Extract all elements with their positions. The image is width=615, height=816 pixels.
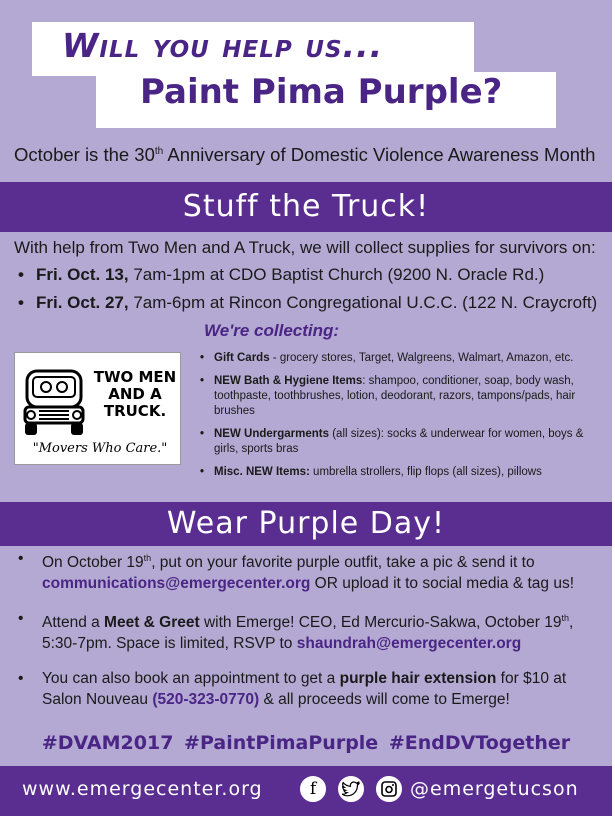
collecting-list	[200, 351, 602, 488]
item-text: , 5:30-7pm. Space is limited, RSVP to	[42, 614, 574, 653]
facebook-icon[interactable]	[298, 774, 328, 804]
list-item	[200, 374, 602, 419]
item-text: OR upload it to social media & tag us!	[310, 575, 574, 593]
subtitle-pre: October is the 30	[14, 144, 155, 165]
wear-purple-heading: Wear Purple Day!	[0, 502, 612, 546]
twitter-icon[interactable]	[336, 774, 366, 804]
date-detail: 7am-6pm at Rincon Congregational U.C.C. (122 N. Craycroft)	[128, 293, 598, 312]
list-item	[18, 668, 603, 710]
item-detail: (all sizes): socks & underwear for women, boys & girls, sports bras	[214, 428, 584, 455]
date-label: Fri. Oct. 27,	[36, 293, 129, 312]
twitter-bird-icon	[342, 781, 360, 797]
item-detail: - grocery stores, Target, Walgreens, Walmart, Amazon, etc.	[269, 352, 574, 364]
list-item	[18, 608, 603, 654]
subtitle-sup: th	[154, 145, 164, 157]
logo-line3: TRUCK.	[103, 402, 167, 420]
list-item	[200, 465, 602, 480]
headline-line1: Will you help us...	[62, 26, 384, 65]
date-item	[18, 293, 608, 313]
list-item	[200, 351, 602, 366]
item-text: for $10 at Salon Nouveau	[42, 670, 567, 709]
subtitle	[14, 144, 604, 166]
list-item	[200, 427, 602, 457]
item-text: On October 19	[42, 554, 144, 572]
stuff-truck-intro: With help from Two Men and A Truck, we will collect supplies for survivors on:	[14, 238, 596, 257]
bullet: •	[18, 265, 24, 284]
stuff-truck-heading: Stuff the Truck!	[0, 182, 612, 232]
shaundrah-email-link[interactable]: shaundrah@emergecenter.org	[296, 635, 522, 653]
item-detail: umbrella strollers, flip flops (all sizes), pillows	[309, 466, 542, 478]
hashtags: #DVAM2017 #PaintPimaPurple #EndDVTogether	[41, 732, 571, 754]
item-detail: : shampoo, conditioner, soap, body wash, toothpaste, toothbrushes, lotion, deodorant, razors, tampons/pads, hair brushes	[214, 375, 576, 417]
logo-tagline: "Movers Who Care."	[32, 441, 168, 456]
instagram-camera-icon	[381, 781, 397, 797]
headline-line2: Paint Pima Purple?	[140, 72, 503, 112]
date-detail: 7am-1pm at CDO Baptist Church (9200 N. Oracle Rd.)	[128, 265, 545, 284]
item-label: NEW Undergarments	[214, 428, 330, 440]
wear-purple-list	[18, 548, 603, 724]
item-bold: purple hair extension	[339, 670, 497, 688]
list-item	[18, 548, 603, 594]
item-text: You can also book an appointment to get a	[42, 670, 340, 688]
item-sup: th	[143, 553, 152, 563]
item-label: Misc. NEW Items:	[214, 466, 310, 478]
footer	[0, 766, 612, 816]
date-item	[18, 265, 608, 285]
logo-line2: AND A	[108, 385, 162, 403]
item-bold: Meet & Greet	[104, 614, 200, 632]
item-text: Attend a	[42, 614, 105, 632]
truck-icon	[19, 363, 91, 441]
item-text: & all proceeds will come to Emerge!	[259, 691, 510, 709]
collecting-heading: We're collecting:	[204, 321, 340, 340]
item-text: with Emerge! CEO, Ed Mercurio-Sakwa, October 19	[199, 614, 562, 632]
instagram-icon[interactable]	[374, 774, 404, 804]
item-sup: th	[561, 613, 569, 624]
item-text: , put on your favorite purple outfit, take a pic & send it to	[151, 554, 535, 572]
date-label: Fri. Oct. 13,	[36, 265, 129, 284]
social-handle[interactable]: @emergetucson	[410, 778, 579, 800]
two-men-and-a-truck-logo	[14, 352, 181, 465]
item-label: NEW Bath & Hygiene Items	[214, 375, 363, 387]
item-label: Gift Cards	[214, 352, 270, 364]
salon-phone-link[interactable]: (520-323-0770)	[152, 691, 260, 709]
website-link[interactable]: www.emergecenter.org	[22, 778, 263, 800]
subtitle-post: Anniversary of Domestic Violence Awareness Month	[163, 144, 596, 165]
communications-email-link[interactable]: communications@emergecenter.org	[42, 575, 311, 593]
bullet: •	[18, 293, 24, 312]
logo-text	[91, 369, 179, 420]
facebook-glyph: f	[309, 779, 317, 799]
logo-line1: TWO MEN	[93, 368, 177, 386]
